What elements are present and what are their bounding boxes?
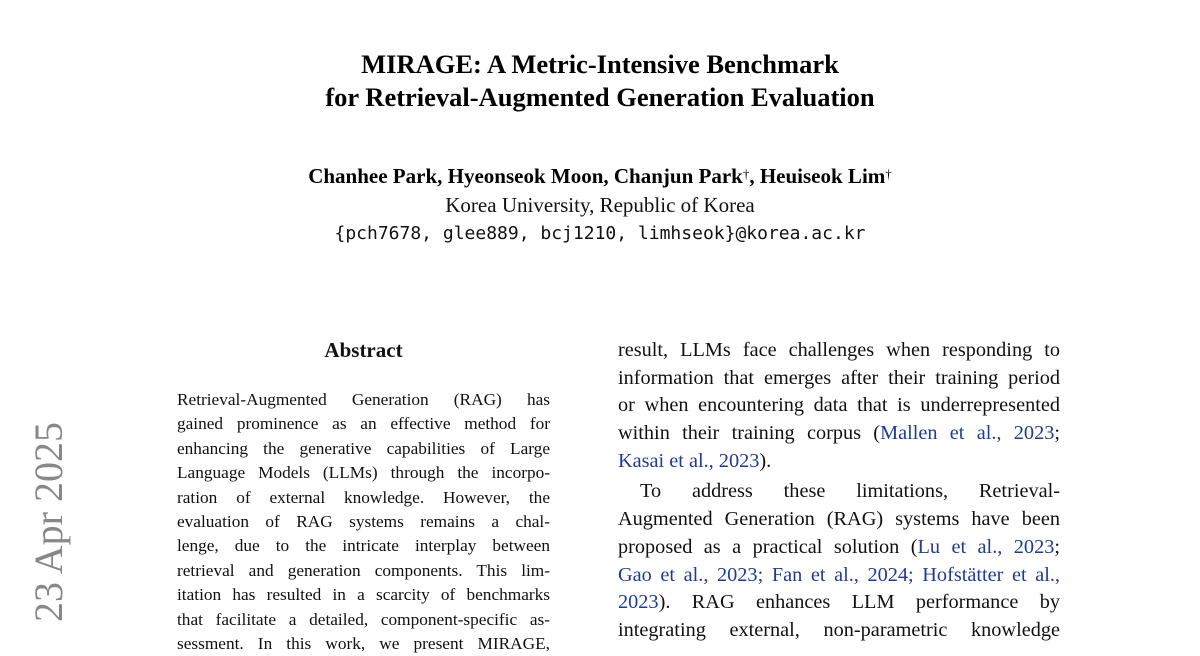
- body-line: result, LLMs face challenges when responding to: [618, 339, 1060, 361]
- citation-link-hofstatter[interactable]: Hofstätter et al.,: [922, 563, 1060, 586]
- body-text: ;: [1054, 535, 1060, 558]
- author-list: [0, 163, 1200, 190]
- citation-link-lu[interactable]: Lu et al., 2023: [917, 535, 1055, 558]
- right-column-body: [618, 337, 1060, 645]
- body-line: [618, 562, 1060, 590]
- body-line: or when encountering data that is underrepresented: [618, 394, 1060, 417]
- abstract-line: ration of external knowledge. However, the: [177, 487, 550, 507]
- body-text: ). RAG enhances LLM performance by: [658, 591, 1060, 614]
- citation-link-mallen[interactable]: Mallen et al., 2023: [880, 422, 1055, 445]
- body-text: proposed as a practical solution (: [618, 535, 918, 558]
- abstract-line: retrieval and generation components. This lim-: [177, 560, 550, 580]
- abstract-line: that facilitate a detailed, component-specific as-: [177, 609, 550, 629]
- title-line-1: MIRAGE: A Metric-Intensive Benchmark: [361, 49, 839, 79]
- body-line: integrating external, non-parametric knowledge: [618, 618, 1060, 641]
- body-text: within their training corpus (: [618, 422, 881, 445]
- body-line: [618, 420, 1060, 448]
- affiliation: Korea University, Republic of Korea: [445, 193, 755, 217]
- body-text: ;: [1054, 422, 1060, 445]
- author-emails: {pch7678, glee889, bcj1210, limhseok}@korea.ac.kr: [334, 223, 866, 244]
- body-line: [618, 534, 1060, 562]
- body-text: ).: [759, 449, 772, 472]
- abstract-line: evaluation of RAG systems remains a chal-: [177, 511, 550, 531]
- citation-link-gao[interactable]: Gao et al., 2023: [618, 563, 758, 586]
- authors-part-1: Chanhee Park, Hyeonseok Moon, Chanjun Park: [308, 164, 743, 188]
- authors-part-2: , Heuiseok Lim: [749, 164, 886, 188]
- abstract-line: itation has resulted in a scarcity of benchmarks: [177, 585, 550, 605]
- abstract-line: gained prominence as an effective method for: [177, 414, 550, 434]
- citation-link-hofstatter-year[interactable]: 2023: [618, 591, 659, 614]
- citation-link-kasai[interactable]: Kasai et al., 2023: [618, 449, 760, 472]
- abstract-line: Language Models (LLMs) through the incorpo-: [177, 463, 550, 483]
- body-line: [618, 589, 1060, 617]
- paragraph-2: [618, 478, 1060, 644]
- citation-link-fan[interactable]: Fan et al., 2024: [771, 563, 909, 586]
- citation-separator: ;: [908, 563, 923, 586]
- arxiv-side-date: 23 Apr 2025: [26, 422, 71, 622]
- citation-separator: ;: [757, 563, 772, 586]
- body-line: Augmented Generation (RAG) systems have been: [618, 508, 1060, 531]
- body-line: information that emerges after their training period: [618, 366, 1060, 389]
- abstract-heading: Abstract: [324, 338, 403, 362]
- abstract-line: Retrieval-Augmented Generation (RAG) has: [177, 390, 550, 409]
- abstract-line: enhancing the generative capabilities of Large: [177, 438, 550, 458]
- dagger-mark-1: †: [742, 166, 750, 181]
- abstract-body: [177, 388, 550, 656]
- title-line-2: for Retrieval-Augmented Generation Evaluation: [325, 82, 875, 112]
- paper-title: [0, 48, 1200, 114]
- abstract-line: sessment. In this work, we present MIRAGE,: [177, 633, 550, 653]
- abstract-line: lenge, due to the intricate interplay between: [177, 536, 550, 556]
- paragraph-1: [618, 337, 1060, 475]
- dagger-mark-2: †: [885, 166, 892, 181]
- body-line: To address these limitations, Retrieval-: [640, 480, 1060, 503]
- body-line: [618, 448, 1060, 476]
